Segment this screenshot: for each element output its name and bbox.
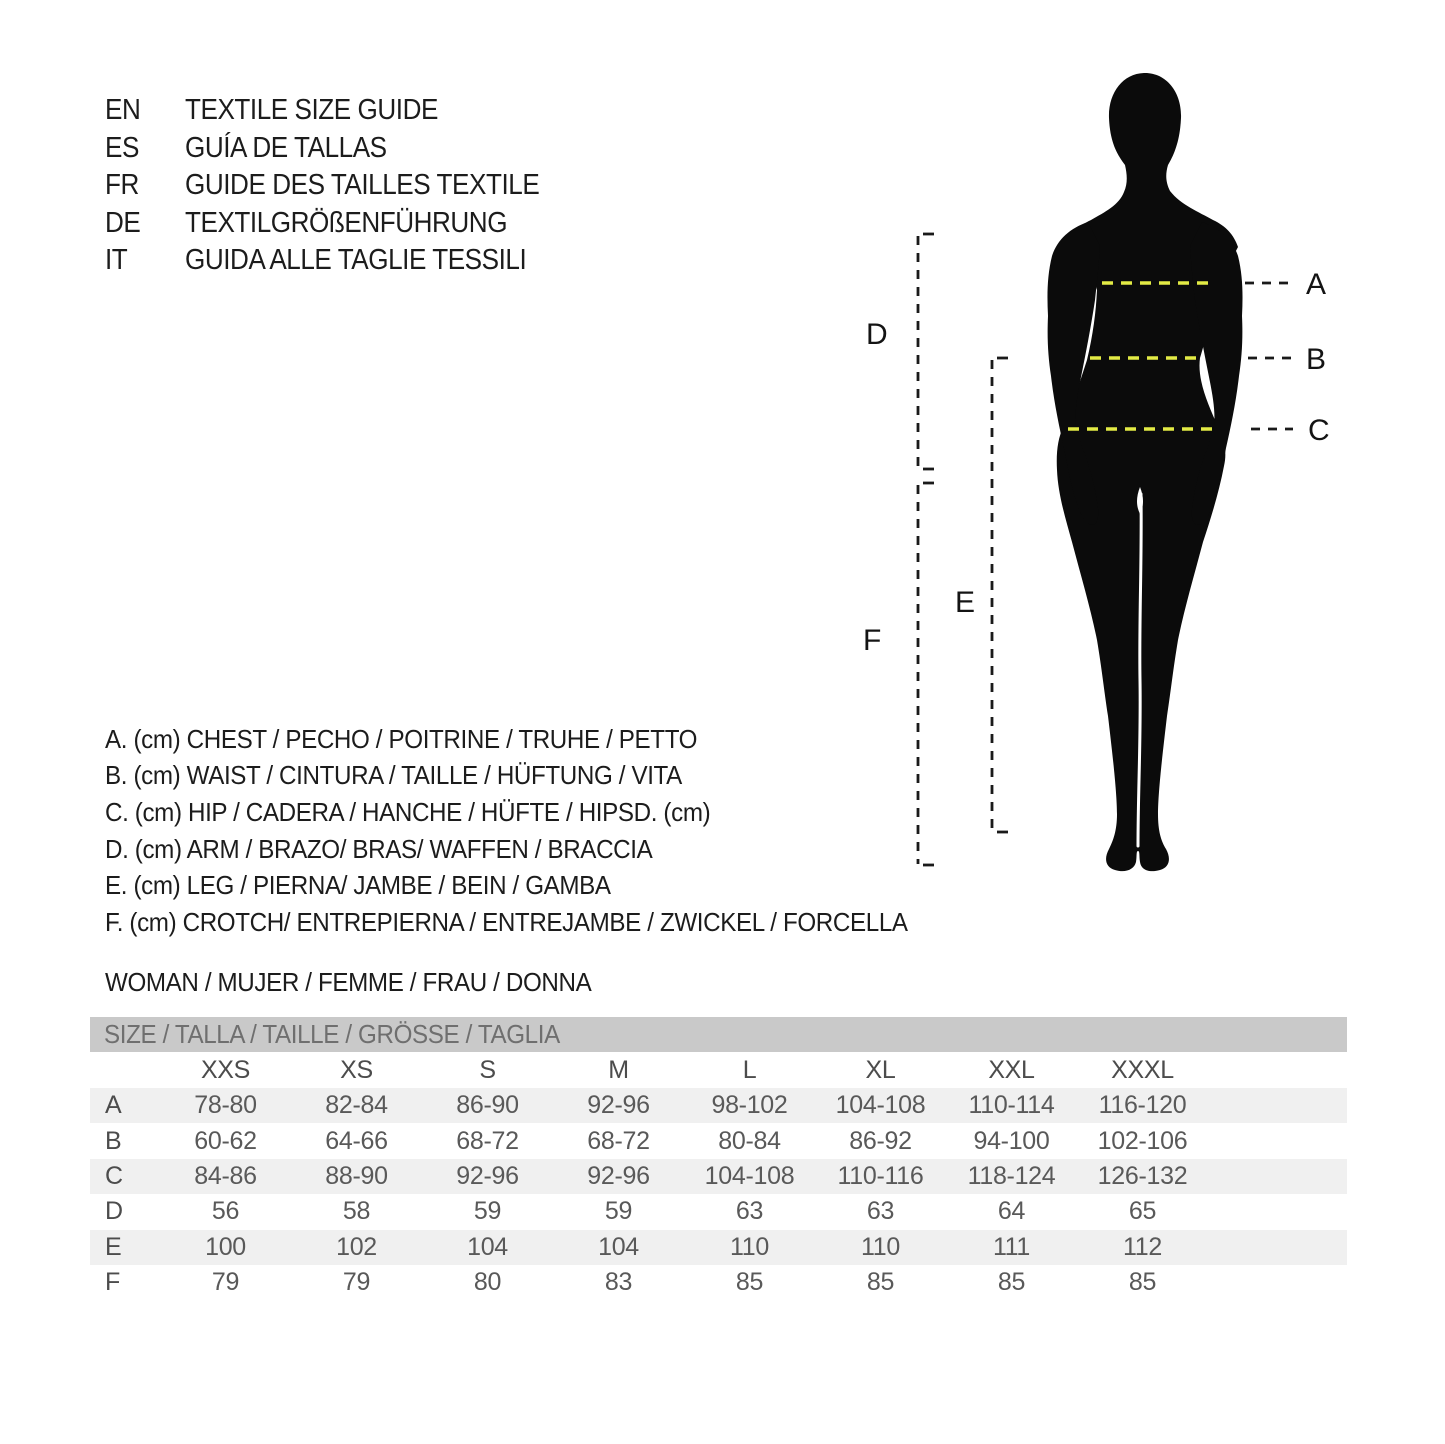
size-value-cell: 104 (598, 1232, 639, 1261)
size-table-row (90, 1088, 1347, 1123)
size-value-cell: 79 (342, 1268, 371, 1297)
legend-line (105, 867, 968, 904)
measure-row-label: E (105, 1232, 122, 1261)
size-value-cell: 63 (866, 1197, 895, 1226)
legend-text: B. (cm) WAIST / CINTURA / TAILLE / HÜFTUNG / VITA (105, 760, 682, 791)
measure-row-label: B (105, 1126, 122, 1155)
chest-label: A (1306, 268, 1327, 301)
size-value-cell: 102-106 (1097, 1126, 1188, 1155)
size-value-cell: 80 (473, 1268, 502, 1297)
measure-row-label: D (105, 1197, 123, 1226)
size-value-cell: 110 (861, 1232, 900, 1261)
size-value-cell: 68-72 (456, 1126, 519, 1155)
size-value-cell: 110-116 (837, 1161, 924, 1190)
size-table-grid (90, 1052, 1347, 1300)
size-value-cell: 94-100 (973, 1126, 1050, 1155)
arm-label: D (866, 318, 888, 351)
size-value-cell: 59 (604, 1197, 633, 1226)
size-value-cell: 64 (997, 1197, 1026, 1226)
measure-row-label: C (105, 1161, 123, 1190)
size-table (90, 1017, 1347, 1300)
language-code: IT (105, 244, 128, 277)
size-value-cell: 100 (205, 1232, 246, 1261)
size-column-header: XXS (200, 1055, 251, 1084)
size-value-cell: 92-96 (587, 1161, 650, 1190)
size-column-header: S (479, 1055, 496, 1084)
legend-line (105, 831, 968, 868)
legend-text: C. (cm) HIP / CADERA / HANCHE / HÜFTE / HIPSD. (cm) (105, 796, 711, 827)
size-value-cell: 92-96 (456, 1161, 519, 1190)
size-table-row (90, 1123, 1347, 1158)
title-line (105, 242, 579, 280)
size-column-header: XXXL (1111, 1055, 1174, 1084)
waist-label: B (1306, 343, 1327, 376)
size-table-header-text: SIZE / TALLA / TAILLE / GRÖSSE / TAGLIA (104, 1019, 560, 1049)
size-value-cell: 82-84 (325, 1091, 388, 1120)
guide-title: GUÍA DE TALLAS (185, 131, 387, 164)
size-value-cell: 83 (604, 1268, 633, 1297)
size-value-cell: 63 (735, 1197, 764, 1226)
size-value-cell: 60-62 (194, 1126, 257, 1155)
size-value-cell: 110 (730, 1232, 769, 1261)
title-line (105, 205, 579, 243)
size-value-cell: 88-90 (325, 1161, 388, 1190)
legend-line (105, 758, 968, 795)
size-value-cell: 78-80 (194, 1091, 257, 1120)
language-code: DE (105, 206, 141, 239)
size-value-cell: 112 (1123, 1232, 1162, 1261)
legend-line (105, 794, 968, 831)
language-code: FR (105, 169, 139, 202)
size-value-cell: 104-108 (835, 1091, 926, 1120)
title-line (105, 92, 579, 130)
size-value-cell: 64-66 (325, 1126, 388, 1155)
size-value-cell: 85 (997, 1268, 1026, 1297)
size-column-header: XXL (988, 1055, 1035, 1084)
language-code: EN (105, 94, 141, 127)
size-value-cell: 104 (467, 1232, 508, 1261)
title-line (105, 130, 579, 168)
size-column-header: XS (340, 1055, 373, 1084)
legend-text: E. (cm) LEG / PIERNA/ JAMBE / BEIN / GAMBA (105, 870, 611, 901)
size-value-cell: 65 (1128, 1197, 1157, 1226)
size-table-row (90, 1230, 1347, 1265)
size-value-cell: 104-108 (704, 1161, 795, 1190)
size-value-cell: 86-92 (849, 1126, 912, 1155)
size-value-cell: 98-102 (711, 1091, 788, 1120)
language-title-block (105, 92, 579, 280)
language-code: ES (105, 131, 139, 164)
legend-text: A. (cm) CHEST / PECHO / POITRINE / TRUHE / PETTO (105, 723, 698, 754)
legend-text: F. (cm) CROTCH/ ENTREPIERNA / ENTREJAMBE / ZWICKEL / FORCELLA (105, 906, 908, 937)
size-column-header-row (90, 1052, 1347, 1088)
size-column-header: L (742, 1055, 757, 1084)
title-line (105, 167, 579, 205)
size-value-cell: 111 (992, 1232, 1031, 1261)
guide-title: TEXTILGRÖßENFÜHRUNG (185, 206, 508, 239)
measurement-legend (105, 721, 968, 941)
size-value-cell: 85 (735, 1268, 764, 1297)
size-value-cell: 84-86 (194, 1161, 257, 1190)
size-column-header: XL (865, 1055, 896, 1084)
size-value-cell: 80-84 (718, 1126, 781, 1155)
size-table-row (90, 1265, 1347, 1300)
hip-label: C (1308, 414, 1330, 447)
size-table-header-bar (90, 1017, 1347, 1052)
guide-title: TEXTILE SIZE GUIDE (185, 94, 438, 127)
size-column-header: M (608, 1055, 629, 1084)
measure-row-label: F (105, 1268, 120, 1297)
legend-line (105, 721, 968, 758)
gender-heading (105, 966, 628, 998)
legend-line (105, 904, 968, 941)
size-value-cell: 92-96 (587, 1091, 650, 1120)
size-value-cell: 110-114 (968, 1091, 1055, 1120)
size-value-cell: 59 (473, 1197, 502, 1226)
size-value-cell: 79 (211, 1268, 240, 1297)
size-value-cell: 68-72 (587, 1126, 650, 1155)
gender-heading-text: WOMAN / MUJER / FEMME / FRAU / DONNA (105, 966, 592, 997)
size-value-cell: 126-132 (1097, 1161, 1188, 1190)
size-table-row (90, 1159, 1347, 1194)
legend-text: D. (cm) ARM / BRAZO/ BRAS/ WAFFEN / BRACCIA (105, 833, 653, 864)
size-table-row (90, 1194, 1347, 1229)
leg-label: E (955, 586, 976, 619)
size-value-cell: 58 (342, 1197, 371, 1226)
measure-row-label: A (105, 1091, 122, 1120)
guide-title: GUIDE DES TAILLES TEXTILE (185, 169, 540, 202)
size-value-cell: 118-124 (967, 1161, 1056, 1190)
size-value-cell: 85 (1128, 1268, 1157, 1297)
crotch-label: F (863, 624, 882, 657)
size-value-cell: 56 (211, 1197, 240, 1226)
guide-title: GUIDA ALLE TAGLIE TESSILI (185, 244, 527, 277)
size-value-cell: 85 (866, 1268, 895, 1297)
size-value-cell: 116-120 (1098, 1091, 1187, 1120)
size-value-cell: 86-90 (456, 1091, 519, 1120)
size-value-cell: 102 (336, 1232, 377, 1261)
